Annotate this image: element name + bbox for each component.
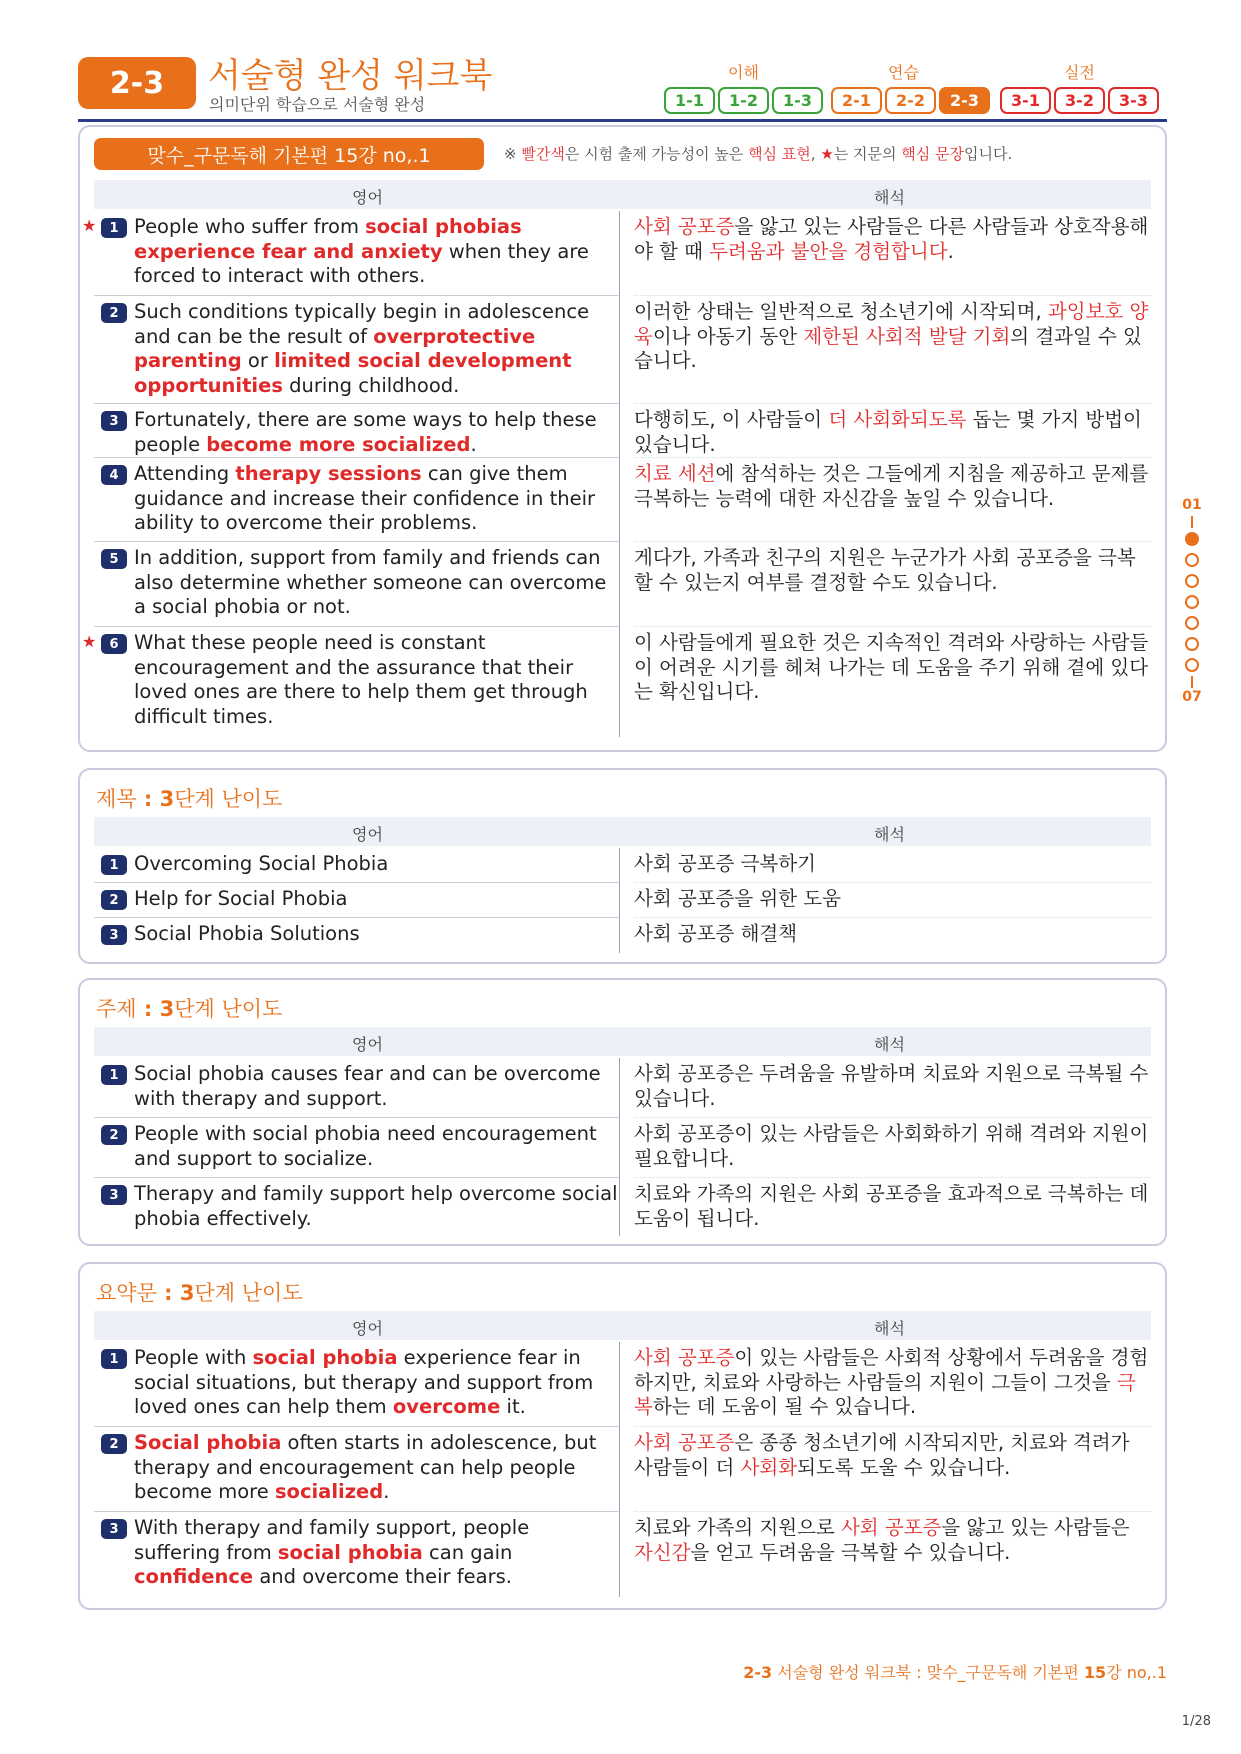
group-label-understand: 이해 [728, 63, 759, 82]
english-sentence: Such conditions typically begin in adolescence and can be the result of overprotective parenting or limited social development opportunities during childhood. [134, 300, 590, 397]
section-badge: 2-3 [78, 57, 196, 109]
column-en: 영어 [352, 188, 383, 207]
english-cell [94, 296, 620, 404]
column-header: 영어 해석 [94, 1027, 1151, 1056]
sentence-number: 5 [101, 549, 127, 569]
korean-translation: 이러한 상태는 일반적으로 청소년기에 시작되며, 과잉보호 양육이나 아동기 동안 제한된 사회적 발달 기회의 결과일 수 있습니다. [634, 300, 1149, 372]
step-3-1[interactable]: 3-1 [1000, 87, 1051, 114]
page-subtitle: 의미단위 학습으로 서술형 완성 [209, 95, 426, 114]
korean-translation: 치료 세션에 참석하는 것은 그들에게 지침을 제공하고 문제를 극복하는 능력에 대한 자신감을 높일 수 있습니다. [634, 462, 1149, 510]
english-sentence: What these people need is constant encouragement and the assurance that their loved ones are there to help them get through difficult times. [134, 631, 588, 728]
list-item: 3 Therapy and family support help overcome social phobia effectively. 치료와 가족의 지원은 사회 공포증을 효과적으로 극복하는 데 도움이 됩니다. [94, 1178, 1151, 1236]
option-number: 2 [101, 1125, 127, 1145]
sentence-row [94, 458, 1151, 542]
korean-cell [634, 404, 1151, 458]
list-item: 1 Overcoming Social Phobia 사회 공포증 극복하기 [94, 848, 1151, 883]
list-item: 1 People with social phobia experience fear in social situations, but therapy and support from loved ones can help them overcome it. 사회 공포증이 있는 사람들은 사회적 상황에서 두려움을 경험하지만, 치료와 사랑하는 사람들의 지원이 그들이 그것을 극복하는 데 도움이 될 수 있습니다. [94, 1342, 1151, 1427]
progress-dot-current[interactable] [1185, 532, 1199, 546]
star-icon: ★ [82, 216, 97, 235]
page-title: 서술형 완성 워크북 [208, 56, 493, 96]
step-3-3[interactable]: 3-3 [1108, 87, 1159, 114]
step-2-3[interactable]: 2-3 [939, 87, 990, 114]
sentence-row [82, 211, 1151, 296]
section-heading: 주제 : 3단계 난이도 [96, 997, 283, 1021]
list-item: 2 People with social phobia need encouragement and support to socialize. 사회 공포증이 있는 사람들은 사회화하기 위해 격려와 지원이 필요합니다. [94, 1118, 1151, 1178]
theme-section [78, 978, 1167, 1246]
step-1-3[interactable]: 1-3 [772, 87, 823, 114]
option-number: 3 [101, 1185, 127, 1205]
korean-cell [634, 211, 1151, 296]
sentence-row [94, 296, 1151, 404]
source-tag: 맞수_구문독해 기본편 15강 no,.1 [94, 138, 484, 170]
progress-dot[interactable] [1185, 616, 1199, 630]
header-divider [78, 119, 1167, 122]
korean-translation: 게다가, 가족과 친구의 지원은 누군가가 사회 공포증을 극복할 수 있는지 여부를 결정할 수도 있습니다. [634, 546, 1136, 594]
list-item: 2 Social phobia often starts in adolescence, but therapy and encouragement can help people become more socialized. 사회 공포증은 종종 청소년기에 시작되지만, 치료와 격려가 사람들이 더 사회화되도록 도울 수 있습니다. [94, 1427, 1151, 1512]
option-number: 3 [101, 1519, 127, 1539]
korean-translation: 이 사람들에게 필요한 것은 지속적인 격려와 사랑하는 사람들이 어려운 시기를 헤쳐 나가는 데 도움을 주기 위해 곁에 있다는 확신입니다. [634, 631, 1149, 703]
sentence-number: 4 [101, 465, 127, 485]
progress-end-label: 07 [1182, 689, 1202, 705]
option-number: 1 [101, 855, 127, 875]
korean-translation: 다행히도, 이 사람들이 더 사회화되도록 돕는 몇 가지 방법이 있습니다. [634, 408, 1142, 456]
page-number: 1/28 [1181, 1714, 1211, 1729]
option-number: 1 [101, 1349, 127, 1369]
sentence-row [82, 627, 1151, 737]
progress-start-label: 01 [1182, 497, 1202, 513]
legend-note: ※ 빨간색은 시험 출제 가능성이 높은 핵심 표현, ★는 지문의 핵심 문장입니다. [504, 145, 1013, 163]
english-cell [94, 458, 620, 542]
korean-cell [634, 542, 1151, 627]
column-header: 영어 해석 [94, 1311, 1151, 1340]
list-item: 2 Help for Social Phobia 사회 공포증을 위한 도움 [94, 883, 1151, 918]
option-number: 1 [101, 1065, 127, 1085]
step-2-2[interactable]: 2-2 [885, 87, 936, 114]
option-number: 3 [101, 925, 127, 945]
progress-dot[interactable] [1185, 637, 1199, 651]
star-icon: ★ [820, 145, 834, 163]
group-label-real: 실전 [1064, 63, 1095, 82]
english-sentence: Fortunately, there are some ways to help these people become more socialized. [134, 408, 597, 456]
footer-caption: 2-3 서술형 완성 워크북 : 맞수_구문독해 기본편 15강 no,.1 [743, 1663, 1167, 1682]
english-sentence: Attending therapy sessions can give them guidance and increase their confidence in their ability to overcome their problems. [134, 462, 596, 534]
progress-dot[interactable] [1185, 553, 1199, 567]
progress-dot[interactable] [1185, 658, 1199, 672]
english-sentence: In addition, support from family and friends can also determine whether someone can overcome a social phobia or not. [134, 546, 607, 618]
section-heading: 요약문 : 3단계 난이도 [96, 1281, 303, 1305]
section-heading: 제목 : 3단계 난이도 [96, 787, 283, 811]
step-1-1[interactable]: 1-1 [664, 87, 715, 114]
korean-cell [634, 458, 1151, 542]
step-1-2[interactable]: 1-2 [718, 87, 769, 114]
progress-dot[interactable] [1185, 595, 1199, 609]
korean-cell [634, 296, 1151, 404]
sentence-number: 1 [101, 218, 127, 238]
sentence-row [94, 404, 1151, 458]
korean-translation: 사회 공포증을 앓고 있는 사람들은 다른 사람들과 상호작용해야 할 때 두려움과 불안을 경험합니다. [634, 215, 1149, 263]
option-number: 2 [101, 890, 127, 910]
step-2-1[interactable]: 2-1 [831, 87, 882, 114]
sentence-number: 3 [101, 411, 127, 431]
summary-section [78, 1262, 1167, 1610]
group-label-practice: 연습 [888, 63, 919, 82]
list-item: 3 With therapy and family support, people suffering from social phobia can gain confidence and overcome their fears. 치료와 가족의 지원으로 사회 공포증을 앓고 있는 사람들은 자신감을 얻고 두려움을 극복할 수 있습니다. [94, 1512, 1151, 1597]
list-item: 1 Social phobia causes fear and can be overcome with therapy and support. 사회 공포증은 두려움을 유발하며 치료와 지원으로 극복될 수 있습니다. [94, 1058, 1151, 1118]
english-cell [94, 542, 620, 627]
column-header: 영어 해석 [94, 817, 1151, 846]
star-icon: ★ [82, 632, 97, 651]
passage-box [78, 125, 1167, 752]
english-cell [82, 627, 620, 737]
title-section [78, 768, 1167, 964]
column-header [94, 180, 1151, 209]
korean-cell [634, 627, 1151, 737]
sentence-row [94, 542, 1151, 627]
sentence-number: 6 [101, 634, 127, 654]
step-3-2[interactable]: 3-2 [1054, 87, 1105, 114]
column-ko: 해석 [874, 188, 905, 207]
english-cell [94, 404, 620, 458]
option-number: 2 [101, 1434, 127, 1454]
progress-dot[interactable] [1185, 574, 1199, 588]
list-item: 3 Social Phobia Solutions 사회 공포증 해결책 [94, 918, 1151, 953]
sentence-number: 2 [101, 303, 127, 323]
english-cell [82, 211, 620, 296]
english-sentence: People who suffer from social phobias experience fear and anxiety when they are forced to interact with others. [134, 215, 589, 287]
